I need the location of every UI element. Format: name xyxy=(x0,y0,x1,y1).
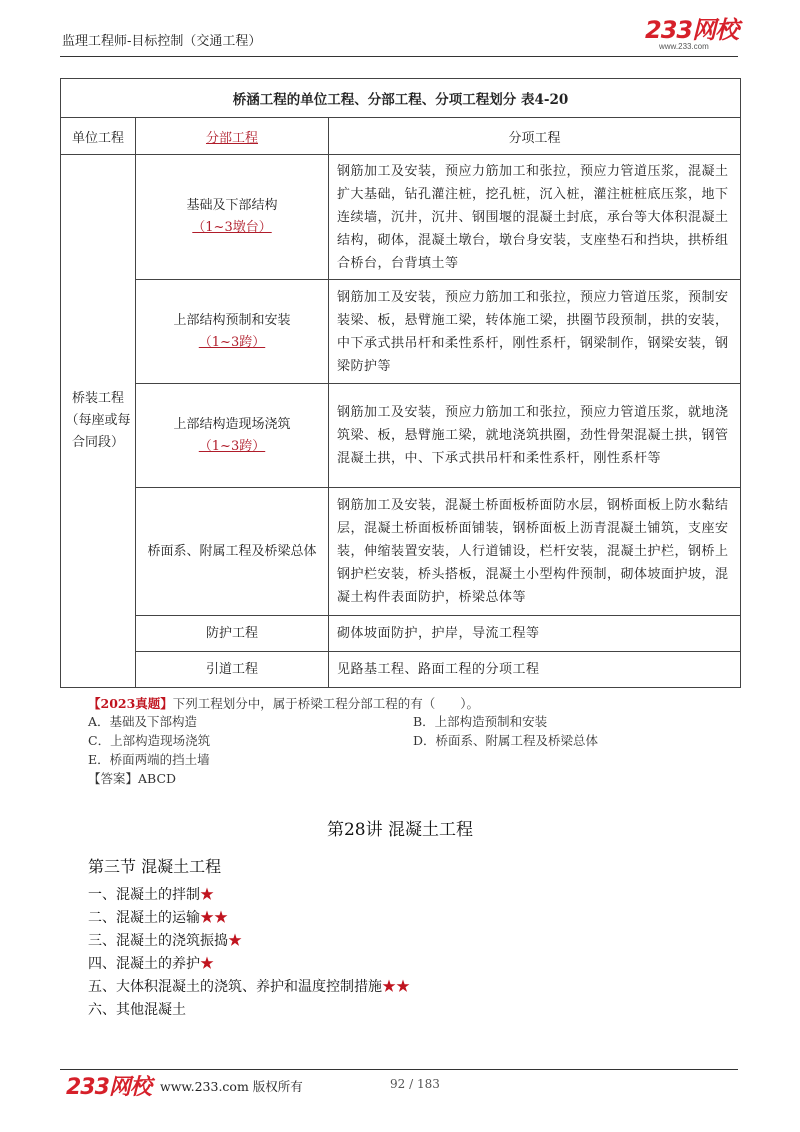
col-header-dept[interactable]: 分部工程 xyxy=(136,118,329,155)
dept-cell xyxy=(136,488,329,616)
toc-text: 四、混凝土的养护 xyxy=(88,956,200,972)
dept-cell: 引道工程 xyxy=(136,652,329,688)
items-cell: 见路基工程、路面工程的分项工程 xyxy=(329,652,741,688)
star-icon: ★★ xyxy=(382,979,410,995)
items-cell: 钢筋加工及安装，预应力筋加工和张拉，预应力管道压浆，混凝土扩大基础，钻孔灌注桩，挖孔桩，沉入桩，灌注桩桩底压浆，地下连续墙，沉井，沉井、钢围堰的混凝土封底，承台等大体积混凝土结构，砌体，混凝土墩台，墩台身安装，支座垫石和挡块，拱桥组合桥台，台背填土等 xyxy=(329,155,741,280)
items-cell: 钢筋加工及安装，混凝土桥面板桥面防水层，钢桥面板上防水黏结层，混凝土桥面板桥面铺装，钢桥面板上沥青混凝土铺筑，支座安装，伸缩装置安装，人行道铺设，栏杆安装，混凝土护栏，钢桥上钢护栏安装，桥头搭板，混凝土小型构件预制，砌体坡面护坡，混凝土构件表面防护，桥梁总体等 xyxy=(329,488,741,616)
dept-label: 上部结构预制和安装 xyxy=(173,312,291,328)
dept-label: 桥面系、附属工程及桥梁总体 xyxy=(147,543,317,559)
toc-item[interactable] xyxy=(88,999,186,1019)
dept-cell xyxy=(136,384,329,488)
option-e: E．桥面两端的挡土墙 xyxy=(88,752,210,767)
toc-text: 一、混凝土的拌制 xyxy=(88,887,200,903)
dept-cell xyxy=(136,280,329,384)
star-icon: ★ xyxy=(228,933,242,949)
logo-url: www.233.com xyxy=(659,42,709,51)
toc-item[interactable] xyxy=(88,907,228,927)
toc-item[interactable] xyxy=(88,976,410,996)
answer: 【答案】ABCD xyxy=(88,771,177,786)
items-cell: 钢筋加工及安装，预应力筋加工和张拉，预应力管道压浆，就地浇筑梁、板，悬臂施工梁，就地浇筑拱圈，劲性骨架混凝土拱，钢管混凝土拱，中、下承式拱吊杆和柔性系杆，刚性系杆等 xyxy=(329,384,741,488)
brand-logo[interactable] xyxy=(645,18,745,52)
option-a: A．基础及下部构造 xyxy=(88,714,198,729)
items-cell: 砌体坡面防护，护岸，导流工程等 xyxy=(329,616,741,652)
dept-label: 基础及下部结构 xyxy=(186,198,278,213)
toc-item[interactable] xyxy=(88,884,214,904)
items-cell: 钢筋加工及安装，预应力筋加工和张拉，预应力管道压浆，预制安装梁、板，悬臂施工梁，转体施工梁，拱圈节段预制，拱的安装，中下承式拱吊杆和柔性系杆，刚性系杆，钢梁制作，钢梁安装，钢梁防护等 xyxy=(329,280,741,384)
section-title: 第三节 混凝土工程 xyxy=(88,857,222,876)
lecture-title: 第28讲 混凝土工程 xyxy=(326,820,474,840)
footer-logo[interactable]: 233网校 xyxy=(66,1075,151,1100)
dept-label: 上部结构造现场浇筑 xyxy=(173,416,291,432)
dept-note[interactable]: （1~3跨） xyxy=(198,334,266,350)
dept-note[interactable]: （1~3跨） xyxy=(198,438,266,454)
table-caption: 桥涵工程的单位工程、分部工程、分项工程划分 表4-20 xyxy=(61,79,741,118)
bridge-division-table xyxy=(60,78,741,688)
star-icon: ★★ xyxy=(200,910,228,926)
option-b: B．上部构造预制和安装 xyxy=(413,714,548,729)
question-tag: 【2023真题】 xyxy=(88,696,173,711)
dept-cell: 防护工程 xyxy=(136,616,329,652)
toc-text: 三、混凝土的浇筑振捣 xyxy=(88,933,228,949)
toc-item[interactable] xyxy=(88,953,214,973)
unit-cell: 桥装工程（每座或每合同段） xyxy=(61,155,136,688)
page-number: 92 / 183 xyxy=(390,1077,440,1091)
dept-cell xyxy=(136,155,329,280)
star-icon: ★ xyxy=(200,887,214,903)
footer-site[interactable]: www.233.com 版权所有 xyxy=(160,1079,303,1094)
col-header-unit: 单位工程 xyxy=(61,118,136,155)
star-icon: ★ xyxy=(200,956,214,972)
footer-divider xyxy=(60,1069,738,1070)
toc-text: 五、大体积混凝土的浇筑、养护和温度控制措施 xyxy=(88,979,382,995)
toc-text: 六、其他混凝土 xyxy=(88,1002,186,1018)
logo-text: 233网校 xyxy=(645,16,739,44)
toc-item[interactable] xyxy=(88,930,242,950)
col-header-items: 分项工程 xyxy=(329,118,741,155)
toc-text: 二、混凝土的运输 xyxy=(88,910,200,926)
option-d: D．桥面系、附属工程及桥梁总体 xyxy=(413,733,599,748)
dept-note[interactable]: （1~3墩台） xyxy=(192,220,272,235)
question-stem: 下列工程划分中，属于桥梁工程分部工程的有（ ）。 xyxy=(172,696,480,711)
header-divider xyxy=(60,56,738,57)
header-title: 监理工程师-目标控制（交通工程） xyxy=(62,34,262,49)
option-c: C．上部构造现场浇筑 xyxy=(88,733,211,748)
